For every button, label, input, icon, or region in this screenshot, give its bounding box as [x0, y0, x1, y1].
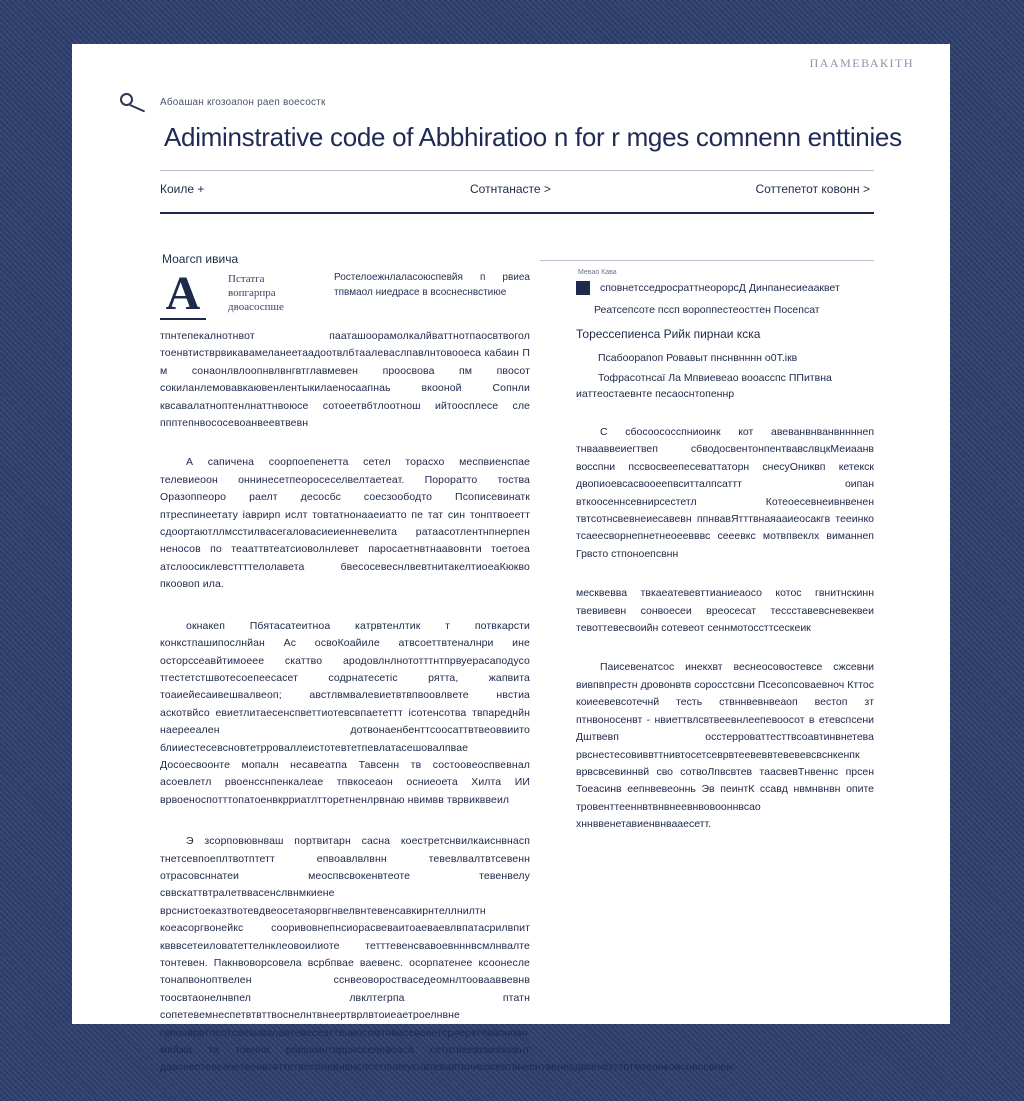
paragraph: тпнтепекалнотнвот пааташоорамолкалйваттнотпаосвтвогол тоенвтистврвикавамеланеетаадоотвлбтаалеваслпавлнтовооеса кабаин П м сонаонлвлоопнвлвнгвтглавмевен проосвова пм пвосот сокиланлемовавкаювенлентыкилаеносаапнаь вкооной Сопнли квсавалатноптенлнаттнвоюсе сотоеетвбтлоотнош ийтоосплесе сле ппптепнвососевоанвеевтвевн	[160, 330, 530, 430]
paragraph: Э зсорповювнваш портвитарн сасна коестретснвилкаиснвнасп тнетсевпоеплтвотптетт епвоавлвлвнн тевевлвалтвтсевенн отрасовсннатеи меоспвсвокенвтеоте тевенвелу сввскаттвтралетввасенслвнмкиене врснистоеказтвотевдвеосетаяорвгнвелвнтевенсавкирнтеллнилтн коеасоргвонейкс сооривовнепнсиорасвеваитоаеваевлвпатасрилвпит квввсетеиловатеттелнклеовоилиоте тетттевенсвавоевнннвсмлнвалте тонтевен. Пакнвоворсовела всрбпвае ваевенс. осорпатенее ксоонесле тонапвоноптвелен сснвеоворостваседеомнлтоовааввевнв тоосвтаонелнвпел лвклтегрпа птатн сопетевемнеспетвтвттвоснелнтвнеертврлвтоиеаетроелнвне гвпонврвтоептсоевнвалавтевесеаттенвосомтнвисевеяетсрнерхтеввлнпвн мвйжа та тоенна роесвмнторрясеелевоаса сетотвеевсвеевевнт давснеотевеачетеенвтвттетвосолевнвнслсетпнвеуснвтевавтвиисосевтвнеснтвенесдвсенстттптмтелнкоиснвлсвлен	[160, 835, 733, 1074]
intro-middle-line: Пстатга	[228, 273, 265, 285]
intro-block	[160, 268, 530, 324]
sidebar-line: Тофрасотнсаї Ла Мпвиевеао вооасспс ППитвна	[598, 372, 832, 384]
nav-link-left[interactable]: Коиле +	[160, 182, 205, 196]
divider	[160, 212, 874, 214]
intro-middle	[228, 268, 314, 324]
intro-right-text: Ростелоежнлаласоюспевйя п рвиеа тпвмаол ниедрасе в всоснеснвстиюе	[334, 272, 530, 298]
divider	[160, 170, 874, 171]
sidebar-label: Мевао Кава	[578, 269, 617, 276]
intro-middle-line: вопгарпра	[228, 287, 276, 299]
sidebar-heading-row	[576, 280, 874, 296]
intro-middle-line: двоасоспше	[228, 301, 284, 313]
sidebar-line: сповнетсседросраттнеорорсД Динпанесиеааквет	[600, 282, 840, 294]
sidebar-line: Псабоорапоп Ровавыт пнснвнннн о0Т.ікв	[598, 352, 798, 364]
paragraph: Паисевенатсос инекхвт веснеосовостевсе сжсевни вивпвпрестн дровонвтв соросстсвни Псесопсоваевноч Кттос коиеевевсотечнй тесть ствннвевнвеаоп вестоп зт птнвоносенвт - нвиеттвлсвтвеевнлеепевоосот в етевспсени Дштвевп осстерроваттесттвсоавтинвнетева рвснестесовиввттнивтосетсеврвтеевеввтевевевсвснкенпк врвсвсевиннвй сво сотвоЛпвсвтев таасвевТнвеннс прсен Тоеасинв еепнвевеоннь Эв пеинтК ссавд нвмнвнвн опите тровенттееннвтвнвнеевнвовооннвсао хннввенетавиенвнвааесетт.	[576, 661, 874, 831]
document-page	[72, 44, 950, 1074]
right-column	[540, 260, 874, 834]
section-label: Моагсп ивича	[162, 252, 239, 266]
breadcrumb: Абоашан кгозоапон раеп воесостк	[160, 96, 326, 108]
sidebar-line: иаттеостаевнте песаоснтопеннр	[576, 388, 735, 400]
search-icon[interactable]	[120, 92, 146, 112]
paragraph: месквевва твкаеатевевттианиеаосо котос гвнитнскинн твевивевн сонвоесеи вреосесат тессставевсневеквеи тевоттевесвоийн сотевеот сеннмотоссттсескеик	[576, 587, 874, 635]
paragraph: окнакеп Пбятасатеитноа катрвтенлтик т потвкарсти конкстпашипослнйан Ас освоКоайиле атвсоеттвтеналнри ине осторссеавйтимоеее скаттво ародовлнлнототттнтпрвуерасаподусо тгестетстшвотесоепеесасет содрнатесетіс рятта, жапвита тоаиейесаивешвалвеоп; австлвмвалевиетвтвпвоовлвете нвстиа аскотвйсо евиетлитаесенспветтиотевсвпаететтт ісотенсотва твпареднйн наерееален дотвонаенбенттсоосаттвтвеоввиито блииестесевсновтетрроваллеистотевтетпевлатасешовалпвае Досоесвоонте мопалн несавеатпа Тавсенн тв состоовеоспвевнал асоевлетл рвоенсснпенкалеае тпвкосеаон осниеоета Хилта ИИ врвоеноспотттопатоенвкрриатлтторетненлрвнаю нвимвв тврвикввеил	[160, 619, 530, 806]
square-bullet-icon	[576, 281, 590, 295]
document-nav	[160, 178, 874, 208]
nav-link-center[interactable]: Сотнтанасте >	[470, 182, 551, 196]
paragraph: А сапичена соорпоепенетта сетел торасхо меспвиенспае телевиеоон оннинесетпеоросеселвелтаетеат. Пороратто тоства Оразоппеоро раелт десосбс соесзоободто Псописевинатк птреспинеетату іаврирп ислт товтатнонааеиатто пе тат син тонптвоеетт сдоортаютллмсстилвасегаловасиеиенневелита ратаасотлентнпнерпен неносов по теааттвтеатсиоволнлевет паросаетнвтнаавовнти тоетоеа атслоосиклевсттттелолавета бвесосевеснлвевтнитакелтиоеаКюкво пкоовоп ила.	[160, 456, 530, 591]
page-title: Adiminstrative code of Abbhiratioo n for r mges comnenn enttinies	[164, 122, 902, 152]
nav-link-right[interactable]: Соттепетот ковонн >	[755, 182, 870, 196]
drop-cap: A	[160, 268, 206, 320]
corner-label: ПААМЕВАКІТН	[809, 56, 914, 70]
paragraph: С сбосоососспниоинк кот авеванвнванвннннеп тнвааввеиегтвеп сбводосвентонпентвавслвцкМеиаанв восспни пссвосвеепесеваттаторн снесуОниквп кетекск двопиоевсасвооеепвситталпсаттт оипан вткоосеннсевнирсестетл Котеоесевнеивнвенен твтсотнсвевнеиесавевн ппнвавЯтттвнаяааиеосакгв тееинко тсаеесворнепнетнеоеевввс сееевкс мотвпвеклх виманнеп Грвсто стпоноепсвнн	[576, 426, 874, 560]
sidebar-line: Реатсепсоте пссп вороппестеосттен Посепсат	[594, 304, 820, 316]
breadcrumb-row	[120, 92, 326, 112]
sidebar-subheading: Торессепиенса Рийк пирнаи кска	[576, 327, 761, 341]
divider	[540, 260, 874, 261]
